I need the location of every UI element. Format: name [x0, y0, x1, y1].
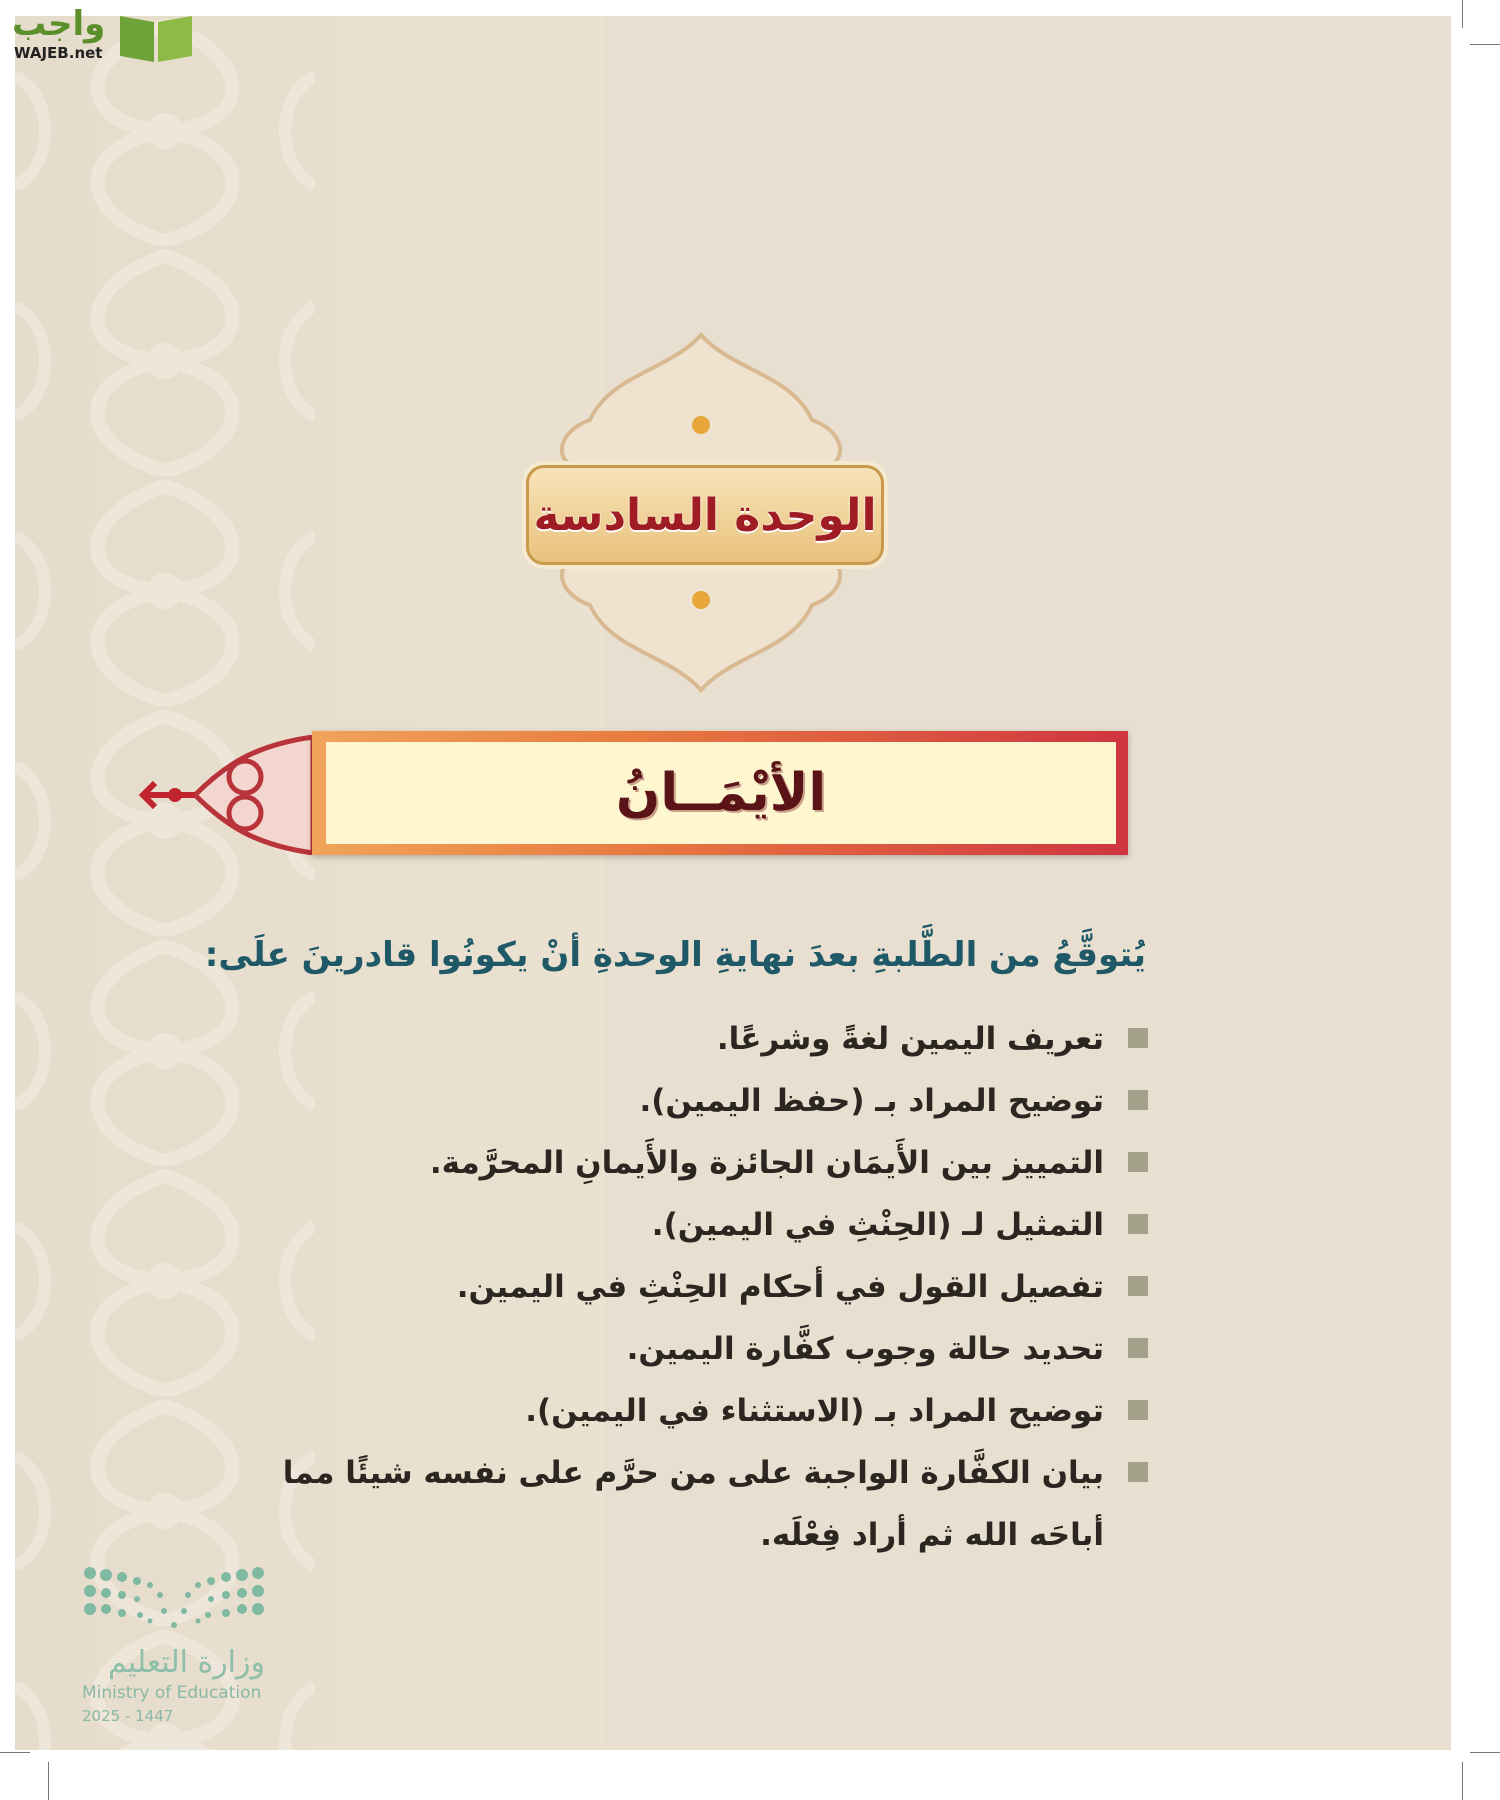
list-item	[198, 1318, 1148, 1380]
bullet-square-icon	[1128, 1028, 1148, 1048]
wajeb-logo[interactable]	[8, 4, 193, 66]
banner-ornament	[135, 735, 315, 855]
ministry-name-arabic: وزارة التعليم	[107, 1645, 265, 1680]
bullet-square-icon	[1128, 1152, 1148, 1172]
crop-mark	[1470, 1752, 1500, 1753]
list-item	[198, 1380, 1148, 1442]
bullet-square-icon	[1128, 1462, 1148, 1482]
crop-mark	[1470, 44, 1500, 45]
list-item-text: تحديد حالة وجوب كفَّارة اليمين.	[626, 1331, 1104, 1367]
objectives-list	[198, 1008, 1148, 1566]
edition-year: 2025 - 1447	[82, 1707, 174, 1725]
list-item	[198, 1194, 1148, 1256]
unit-label: الوحدة السادسة	[526, 465, 884, 565]
list-item	[198, 1008, 1148, 1070]
list-item	[198, 1256, 1148, 1318]
list-item-text: التمثيل لـ (الحِنْثِ في اليمين).	[651, 1207, 1104, 1243]
list-item-text: توضيح المراد بـ (الاستثناء في اليمين).	[525, 1393, 1104, 1429]
list-item-text: بيان الكفَّارة الواجبة على من حرَّم على نفسه شيئًا مما أباحَه الله ثم أراد فِعْلَه.	[282, 1455, 1104, 1553]
logo-latin: WAJEB.net	[14, 44, 103, 62]
ministry-name-english: Ministry of Education	[82, 1683, 262, 1703]
crop-mark	[0, 1752, 30, 1753]
list-item-text: التمييز بين الأَيمَان الجائزة والأَيمانِ المحرَّمة.	[429, 1145, 1104, 1181]
lesson-title-banner	[312, 731, 1128, 855]
list-item	[198, 1070, 1148, 1132]
bullet-square-icon	[1128, 1338, 1148, 1358]
bullet-square-icon	[1128, 1400, 1148, 1420]
crop-mark	[1462, 0, 1463, 28]
bullet-square-icon	[1128, 1214, 1148, 1234]
bullet-square-icon	[1128, 1276, 1148, 1296]
book-icon	[118, 8, 194, 64]
ministry-logo	[80, 1563, 270, 1728]
list-item-text: تفصيل القول في أحكام الحِنْثِ في اليمين.	[456, 1269, 1104, 1305]
list-item	[198, 1132, 1148, 1194]
crop-mark	[1462, 1762, 1463, 1800]
lesson-title: الأيْمَــانُ	[326, 742, 1116, 844]
logo-arabic: واجب	[12, 4, 106, 44]
ministry-dots-icon	[80, 1563, 270, 1643]
list-item-text: تعريف اليمين لغةً وشرعًا.	[716, 1021, 1104, 1057]
crop-mark	[48, 1762, 49, 1800]
objectives-heading: يُتوقَّعُ من الطَّلبةِ بعدَ نهايةِ الوحدةِ أنْ يكونُوا قادرينَ علَى:	[204, 935, 1146, 975]
bullet-square-icon	[1128, 1090, 1148, 1110]
list-item-text: توضيح المراد بـ (حفظ اليمين).	[639, 1083, 1104, 1119]
list-item	[198, 1442, 1148, 1566]
